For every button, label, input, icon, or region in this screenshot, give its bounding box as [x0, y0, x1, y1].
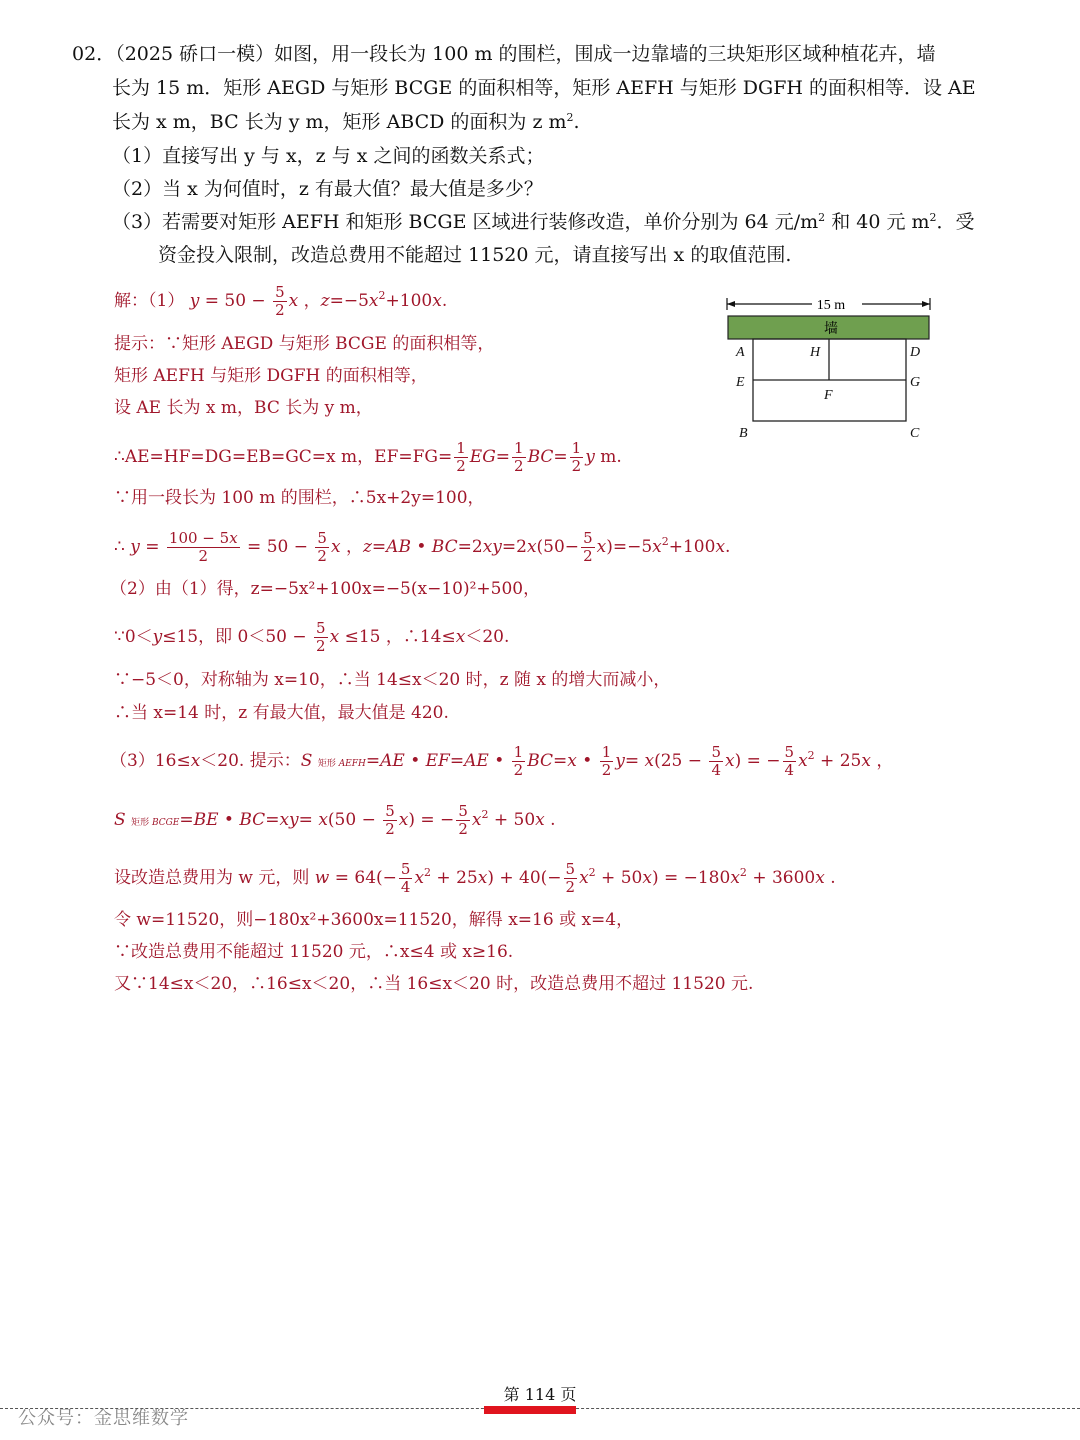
- solution-line-4: 设 AE 长为 x m，BC 长为 y m，: [114, 398, 373, 418]
- arrow-left-icon: [727, 301, 735, 307]
- brand-watermark: 公众号：金思维数学: [18, 1408, 189, 1429]
- solution-line-5: ∴AE=HF=DG=EB=GC=x m，EF=FG= $\frac{1}{2}$ EG= $\frac{1}{2}$ BC= $\frac{1}{2}$ y m.: [114, 439, 622, 475]
- solution-line-17: ∵改造总费用不能超过 11520 元，∴x≤4 或 x≥16.: [114, 942, 514, 962]
- solution-line-6: ∵用一段长为 100 m 的围栏，∴5x+2y=100，: [114, 488, 485, 508]
- fence-diagram: [720, 292, 940, 452]
- point-e-label: E: [736, 375, 745, 390]
- problem-line-2: 长为 15 m．矩形 AEGD 与矩形 BCGE 的面积相等，矩形 AEFH 与矩形 DGFH 的面积相等．设 AE: [112, 77, 976, 99]
- problem-line-1: 02．（2025 硚口一模）如图，用一段长为 100 m 的围栏，围成一边靠墙的三块矩形区域种植花卉，墙: [72, 43, 936, 65]
- page-number: 第 114 页: [503, 1385, 577, 1404]
- solution-line-3: 矩形 AEFH 与矩形 DGFH 的面积相等，: [114, 366, 428, 386]
- point-h-label: H: [810, 345, 821, 360]
- solution-line-1: 解：（1） y = 50 − $\frac{5}{2}$ x ，$z=-5x^2+100x$.: [114, 283, 448, 319]
- problem-source: （2025 硚口一模）: [115, 43, 275, 65]
- page-number-bar: [484, 1406, 576, 1414]
- width-label: 15 m: [816, 298, 846, 313]
- arrow-right-icon: [922, 301, 930, 307]
- solution-line-2: 提示：∵矩形 AEGD 与矩形 BCGE 的面积相等，: [114, 334, 495, 354]
- problem-line-3: 长为 x m，BC 长为 y m，矩形 ABCD 的面积为 z $m^2$.: [112, 111, 580, 133]
- point-f-label: F: [824, 388, 833, 403]
- point-g-label: G: [910, 375, 921, 390]
- solution-line-10: ∵−5＜0，对称轴为 x=10，∴当 14≤x＜20 时，z 随 x 的增大而减小，: [114, 670, 671, 690]
- solution-line-12: （3）16≤x＜20. 提示：S 矩形 AEFH=AE • EF=AE • $\frac{1}{2}$ BC=x • $\frac{1}{2}$ y= x(25 − $\frac{5}{4}$ x) = − $\frac{5}{4}$ $x^2 + 25x$ ，: [110, 743, 894, 779]
- solution-line-7: ∴ y = $\frac{100 - 5x}{2}$ = 50 − $\frac{5}{2}$ x ，z=AB • BC=2xy=2x(50− $\frac{5}{2}$ $x)=-5x^2+100x$.: [114, 529, 731, 565]
- solution-line-16: 令 w=11520，则−180x²+3600x=11520，解得 x=16 或 x=4，: [114, 910, 634, 930]
- point-b-label: B: [739, 426, 748, 441]
- point-d-label: D: [910, 345, 921, 360]
- point-a-label: A: [736, 345, 745, 360]
- solution-line-11: ∴当 x=14 时，z 有最大值，最大值是 420.: [114, 703, 449, 723]
- question-1: （1）直接写出 y 与 x，z 与 x 之间的函数关系式；: [112, 145, 545, 167]
- question-3-line-1: （3）若需要对矩形 AEFH 和矩形 BCGE 区域进行装修改造，单价分别为 64 元$/m^2$ 和 40 元 $m^2$．受: [112, 211, 975, 233]
- question-3-line-2: 资金投入限制，改造总费用不能超过 11520 元，请直接写出 x 的取值范围.: [158, 244, 792, 266]
- solution-line-9: ∵0＜y≤15，即 0＜50 − $\frac{5}{2}$ x ≤15 ，∴14≤x＜20.: [114, 619, 510, 655]
- solution-line-15: 设改造总费用为 w 元，则 w = 64(− $\frac{5}{4}$ $x^2 + 25x) + 40(-$ $\frac{5}{2}$ $x^2 + 50x) = -180x^2 + 3600x$ .: [114, 860, 836, 896]
- wall-label: 墙: [824, 321, 838, 337]
- point-c-label: C: [910, 426, 920, 441]
- problem-number: 02: [72, 43, 97, 65]
- question-2: （2）当 x 为何值时，z 有最大值？最大值是多少？: [112, 178, 543, 200]
- solution-line-8: （2）由（1）得，z=−5x²+100x=−5(x−10)²+500，: [110, 579, 541, 599]
- solution-line-13: S 矩形 BCGE=BE • BC=xy= x(50 − $\frac{5}{2}$ x) = − $\frac{5}{2}$ $x^2 + 50x$ .: [114, 802, 556, 838]
- solution-line-18: 又∵14≤x＜20，∴16≤x＜20，∴当 16≤x＜20 时，改造总费用不超过 11520 元.: [114, 974, 754, 994]
